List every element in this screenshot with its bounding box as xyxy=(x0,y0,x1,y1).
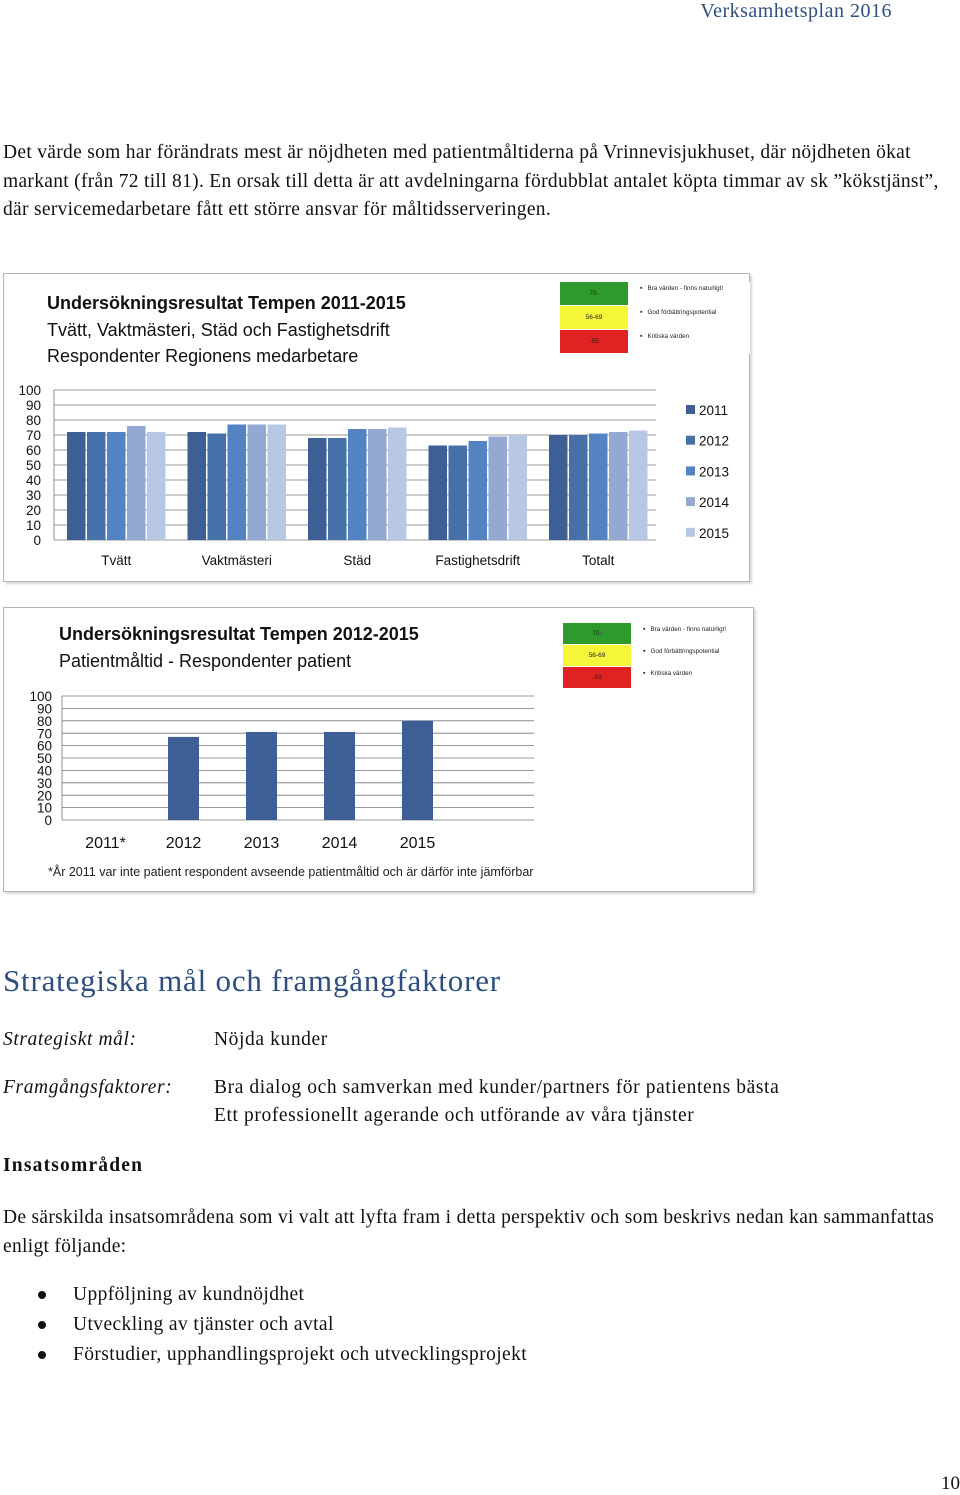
legend-label: 2013 xyxy=(699,464,730,480)
bar xyxy=(168,737,199,820)
legend-swatch xyxy=(686,405,695,414)
y-tick-label: 10 xyxy=(36,800,52,816)
section-paragraph: De särskilda insatsområdena som vi valt att lyfta fram i detta perspektiv och som beskrivs nedan kan sammanfattas enligt följande: xyxy=(3,1207,935,1257)
legend-swatch xyxy=(686,466,695,475)
x-tick-label: Vaktmästeri xyxy=(201,553,272,568)
bar xyxy=(549,435,568,540)
bar xyxy=(127,426,146,540)
x-tick-label: 2011* xyxy=(85,835,126,852)
bar xyxy=(509,435,528,540)
bar xyxy=(246,732,277,820)
y-tick-label: 70 xyxy=(25,428,41,444)
chart-2-svg xyxy=(4,608,753,891)
bar xyxy=(609,432,628,540)
x-tick-label: Städ xyxy=(343,553,372,568)
y-tick-label: 80 xyxy=(36,713,52,729)
legend-swatch xyxy=(686,497,695,506)
bar xyxy=(328,438,347,540)
x-tick-label: Fastighetsdrift xyxy=(435,553,521,568)
y-tick-label: 60 xyxy=(36,738,52,754)
score-band-label: ▪ Kritiska värden xyxy=(640,333,689,340)
y-tick-label: 50 xyxy=(25,458,41,474)
page-header-title: Verksamhetsplan 2016 xyxy=(700,0,892,22)
bar xyxy=(228,425,247,541)
chart-1-container xyxy=(3,273,750,582)
y-tick-label: 10 xyxy=(25,518,41,534)
score-band: 56-69 xyxy=(560,306,628,329)
bar xyxy=(629,431,648,541)
y-tick-label: 50 xyxy=(36,751,52,767)
goal-label: Strategiskt mål: xyxy=(3,1029,137,1050)
bar xyxy=(107,432,126,540)
x-tick-label: 2014 xyxy=(321,835,358,852)
score-band: -55 xyxy=(560,330,628,353)
intro-paragraph: Det värde som har förändrats mest är nöjdheten med patientmåltiderna på Vrinnevisjukhuset, där nöjdheten ökat markant (från 72 till 81). En orsak till detta är att avdelningarna fördubblat antalet köpta timmar av sk ”kökstjänst”, där servicemedarbetare fått ett större ansvar för måltidsserveringen. xyxy=(3,142,939,220)
bar xyxy=(402,721,433,820)
bar xyxy=(208,434,227,541)
legend-label: 2015 xyxy=(699,525,730,541)
y-tick-label: 30 xyxy=(25,488,41,504)
score-band: -55 xyxy=(563,667,631,688)
legend-swatch xyxy=(686,528,695,537)
chart-1-title: Undersökningsresultat Tempen 2011-2015 xyxy=(47,293,406,313)
chart-1-svg xyxy=(4,274,749,581)
bar xyxy=(569,435,588,540)
x-tick-label: Tvätt xyxy=(101,553,132,568)
list-item: Förstudier, upphandlingsprojekt och utvecklingsprojekt xyxy=(36,1340,527,1370)
chart-1-subtitle2: Respondenter Regionens medarbetare xyxy=(47,346,359,366)
x-tick-label: 2012 xyxy=(165,835,202,852)
y-tick-label: 0 xyxy=(33,533,41,549)
y-tick-label: 0 xyxy=(44,813,52,829)
bar xyxy=(324,732,355,820)
y-tick-label: 40 xyxy=(25,473,41,489)
y-tick-label: 100 xyxy=(18,383,41,399)
y-tick-label: 20 xyxy=(36,788,52,804)
score-band-label: ▪ Bra värden - finns naturligt! xyxy=(640,285,723,292)
y-tick-label: 80 xyxy=(25,413,41,429)
legend-label: 2011 xyxy=(699,403,729,418)
x-tick-label: Totalt xyxy=(582,553,615,568)
factors-label: Framgångsfaktorer: xyxy=(3,1077,173,1098)
chart-1-subtitle: Tvätt, Vaktmästeri, Städ och Fastighetsdrift xyxy=(47,319,390,340)
bar xyxy=(449,446,468,541)
bar xyxy=(429,446,448,541)
legend-label: 2012 xyxy=(699,433,730,449)
page-number: 10 xyxy=(941,1473,960,1494)
subheading-insatsomraden: Insatsområden xyxy=(3,1155,144,1176)
y-tick-label: 30 xyxy=(36,775,52,791)
chart-2-subtitle: Patientmåltid - Respondenter patient xyxy=(59,650,352,671)
score-band-label: ▪ God förbättringspotential xyxy=(643,648,719,655)
factor-item: Ett professionellt agerande och utförande av våra tjänster xyxy=(214,1105,695,1126)
score-band-label: ▪ God förbättringspotential xyxy=(640,309,716,316)
score-band: 70- xyxy=(560,282,628,305)
bar xyxy=(268,425,287,541)
goal-value: Nöjda kunder xyxy=(214,1029,328,1050)
bar xyxy=(388,428,407,541)
bar xyxy=(248,425,267,541)
bar xyxy=(67,432,86,540)
bullet-list xyxy=(36,1280,527,1370)
bar xyxy=(489,437,508,541)
bar xyxy=(188,432,207,540)
factor-item: Bra dialog och samverkan med kunder/partners för patientens bästa xyxy=(214,1077,780,1098)
y-tick-label: 100 xyxy=(29,689,52,705)
bar xyxy=(348,429,367,540)
section-title: Strategiska mål och framgångfaktorer xyxy=(3,963,501,998)
bar xyxy=(147,432,166,540)
bar xyxy=(87,432,106,540)
score-band: 70- xyxy=(563,623,631,644)
chart-2-container xyxy=(3,607,754,892)
score-band: 56-69 xyxy=(563,645,631,666)
chart-2-title: Undersökningsresultat Tempen 2012-2015 xyxy=(59,624,419,644)
legend-label: 2014 xyxy=(699,495,730,511)
score-band-label: ▪ Bra värden - finns naturligt! xyxy=(643,626,726,633)
score-band-label: ▪ Kritiska värden xyxy=(643,670,692,677)
list-item: Uppföljning av kundnöjdhet xyxy=(36,1280,527,1310)
chart-2-footnote: *År 2011 var inte patient respondent avseende patientmåltid och är därför inte jämförbar xyxy=(48,865,534,879)
bar xyxy=(368,429,387,540)
y-tick-label: 70 xyxy=(36,726,52,742)
y-tick-label: 20 xyxy=(25,503,41,519)
bar xyxy=(589,434,608,541)
list-item: Utveckling av tjänster och avtal xyxy=(36,1310,527,1340)
bar xyxy=(308,438,327,540)
y-tick-label: 40 xyxy=(36,763,52,779)
y-tick-label: 90 xyxy=(36,701,52,717)
legend-swatch xyxy=(686,436,695,445)
y-tick-label: 60 xyxy=(25,443,41,459)
x-tick-label: 2013 xyxy=(243,835,280,852)
bar xyxy=(469,441,488,540)
y-tick-label: 90 xyxy=(25,398,41,414)
x-tick-label: 2015 xyxy=(399,835,436,852)
